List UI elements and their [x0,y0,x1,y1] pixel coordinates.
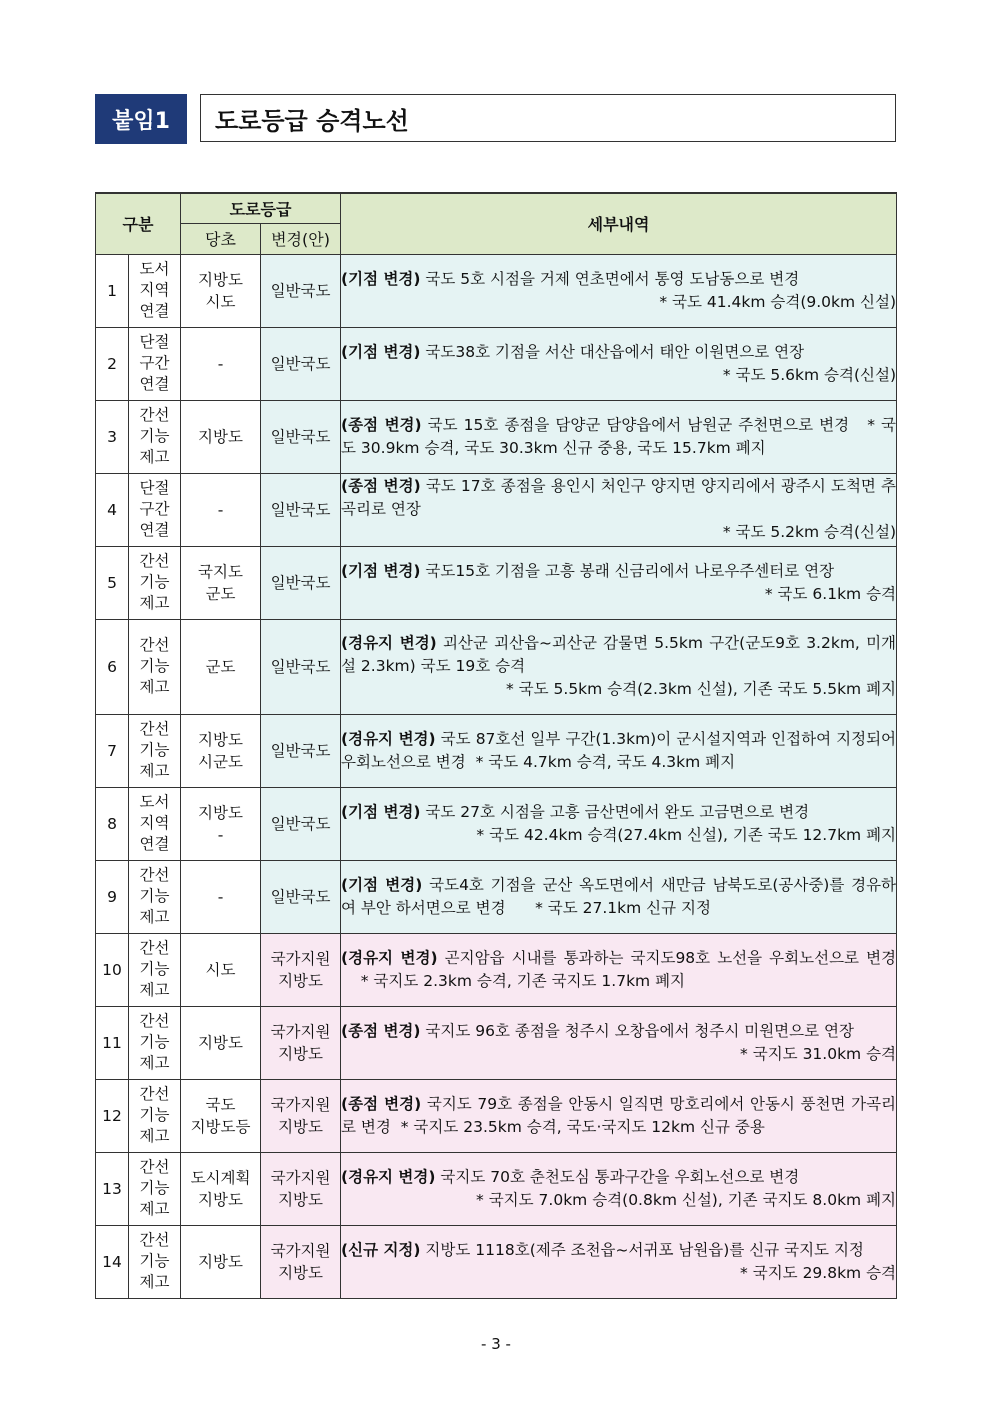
category-line: 제고 [139,1273,170,1291]
row-number: 3 [96,400,129,473]
category-cell [129,400,181,473]
category-line: 제고 [139,762,170,780]
category-line: 간선 [139,720,170,738]
detail-text: 국도38호 기점을 서산 대산읍에서 태안 이원면으로 연장 [420,342,805,361]
changed-grade-line: 일반국도 [270,427,331,446]
changed-grade-line: 국가지원 [270,1095,331,1114]
original-grade-line: - [217,825,224,844]
changed-grade-line: 일반국도 [270,814,331,833]
original-grade-line: 도시계획 [190,1168,251,1187]
header-road-grade: 도로등급 [181,193,341,223]
original-grade-line: 지방도 [198,803,243,822]
row-number: 1 [96,254,129,327]
detail-cell [341,860,897,933]
category-cell [129,933,181,1006]
detail-text: 국도 5호 시점을 거제 연초면에서 통영 도남동으로 변경 [420,269,800,288]
row-number: 5 [96,546,129,619]
changed-grade-line: 일반국도 [270,741,331,760]
category-cell [129,619,181,714]
changed-grade-line: 국가지원 [270,949,331,968]
changed-grade-cell [261,327,341,400]
category-line: 제고 [139,981,170,999]
category-cell [129,473,181,546]
detail-cell [341,1152,897,1225]
category-line: 구간 [139,500,170,518]
category-line: 단절 [139,479,170,497]
header-category: 구분 [96,193,181,254]
category-line: 단절 [139,333,170,351]
category-line: 기능 [139,573,170,591]
original-grade-line: 지방도 [198,1190,243,1209]
row-number: 4 [96,473,129,546]
original-grade-cell [181,787,261,860]
category-line: 기능 [139,1033,170,1051]
original-grade-line: - [217,354,224,373]
detail-note: * 국지도 31.0km 승격 [740,1044,897,1063]
category-line: 기능 [139,741,170,759]
category-line: 기능 [139,887,170,905]
original-grade-cell [181,714,261,787]
detail-cell [341,1006,897,1079]
category-line: 제고 [139,1200,170,1218]
detail-text: 국지도 96호 종점을 청주시 오창읍에서 청주시 미원면으로 연장 [420,1021,854,1040]
detail-lead: (신규 지정) [341,1240,421,1259]
category-line: 도서 [139,260,170,278]
category-line: 구간 [139,354,170,372]
category-line: 기능 [139,427,170,445]
detail-lead: (경유지 변경) [341,948,438,967]
category-cell [129,327,181,400]
detail-lead: (기점 변경) [341,561,421,580]
category-line: 간선 [139,552,170,570]
category-line: 연결 [139,375,170,393]
row-number: 9 [96,860,129,933]
detail-text: 국도15호 기점을 고흥 봉래 신금리에서 나로우주센터로 연장 [420,561,835,580]
detail-lead: (기점 변경) [341,875,423,894]
category-line: 연결 [139,302,170,320]
original-grade-cell [181,327,261,400]
detail-text: 국지도 79호 종점을 안동시 일직면 망호리에서 안동시 풍천면 가곡리로 변경 * 국지도 23.5km 승격, 국도·국지도 12km 신규 중용 [341,1094,897,1136]
detail-lead: (기점 변경) [341,269,421,288]
category-cell [129,1152,181,1225]
category-line: 간선 [139,866,170,884]
changed-grade-cell [261,1152,341,1225]
changed-grade-cell [261,933,341,1006]
changed-grade-line: 지방도 [278,1117,323,1136]
detail-cell [341,1079,897,1152]
detail-text: 국도 27호 시점을 고흥 금산면에서 완도 고금면으로 변경 [420,802,810,821]
table-row [96,473,897,546]
detail-cell [341,473,897,546]
detail-lead: (종점 변경) [341,1021,421,1040]
original-grade-line: 시도 [205,960,236,979]
original-grade-line: 지방도 [198,1033,243,1052]
detail-note: * 국지도 29.8km 승격 [740,1263,897,1282]
detail-text: 국도 17호 종점을 용인시 처인구 양지면 양지리에서 광주시 도척면 추곡리로 연장 [341,477,897,518]
detail-note: * 국지도 7.0km 승격(0.8km 신설), 기존 국지도 8.0km 폐지 [476,1190,897,1209]
table-row [96,714,897,787]
category-cell [129,1079,181,1152]
detail-lead: (종점 변경) [341,1094,422,1113]
changed-grade-cell [261,400,341,473]
category-line: 연결 [139,835,170,853]
detail-note: * 국도 6.1km 승격 [764,584,897,603]
detail-cell [341,1225,897,1298]
table-row [96,787,897,860]
detail-text: 국도 15호 종점을 담양군 담양읍에서 남원군 주천면으로 변경 * 국도 30.9km 승격, 국도 30.3km 신규 중용, 국도 15.7km 폐지 [341,415,897,457]
table-row [96,1079,897,1152]
changed-grade-cell [261,714,341,787]
detail-cell [341,546,897,619]
category-cell [129,1225,181,1298]
changed-grade-line: 지방도 [278,971,323,990]
category-line: 기능 [139,1252,170,1270]
category-line: 제고 [139,448,170,466]
detail-lead: (경유지 변경) [341,634,437,652]
category-line: 기능 [139,657,170,675]
table-row [96,1152,897,1225]
detail-lead: (경유지 변경) [341,729,436,748]
detail-text: 국지도 70호 춘천도심 통과구간을 우회노선으로 변경 [435,1167,800,1186]
original-grade-line: 국도 [205,1095,236,1114]
changed-grade-line: 지방도 [278,1190,323,1209]
table-row [96,327,897,400]
original-grade-line: 지방도 [198,270,243,289]
category-cell [129,546,181,619]
detail-note: * 국도 41.4km 승격(9.0km 신설) [659,292,897,311]
detail-note: * 국도 5.5km 승격(2.3km 신설), 기존 국도 5.5km 폐지 [505,680,897,698]
changed-grade-line: 지방도 [278,1263,323,1282]
original-grade-line: 지방도 [198,427,243,446]
category-line: 제고 [139,678,170,696]
category-line: 지역 [139,814,170,832]
category-line: 기능 [139,960,170,978]
changed-grade-line: 일반국도 [270,887,331,906]
detail-lead: (종점 변경) [341,415,422,434]
changed-grade-line: 국가지원 [270,1241,331,1260]
document-header [95,94,898,144]
detail-lead: (경유지 변경) [341,1167,436,1186]
category-line: 지역 [139,281,170,299]
detail-cell [341,714,897,787]
category-line: 도서 [139,793,170,811]
category-line: 간선 [139,1231,170,1249]
category-line: 간선 [139,939,170,957]
detail-text: 지방도 1118호(제주 조천읍~서귀포 남원읍)를 신규 국지도 지정 [420,1240,864,1259]
changed-grade-cell [261,254,341,327]
detail-text: 괴산군 괴산읍~괴산군 감물면 5.5km 구간(군도9호 3.2km, 미개설 2.3km) 국도 19호 승격 [341,634,897,675]
original-grade-line: 시도 [205,292,236,311]
table-row [96,546,897,619]
changed-grade-cell [261,1225,341,1298]
attachment-badge: 붙임1 [95,94,187,144]
road-grade-table [95,192,897,1299]
row-number: 14 [96,1225,129,1298]
original-grade-cell [181,473,261,546]
page-number: - 3 - [481,1335,511,1353]
changed-grade-cell [261,546,341,619]
category-line: 제고 [139,594,170,612]
row-number: 7 [96,714,129,787]
category-cell [129,1006,181,1079]
detail-lead: (종점 변경) [341,477,421,495]
changed-grade-line: 일반국도 [270,500,331,519]
original-grade-line: 국지도 [198,562,243,581]
table-row [96,933,897,1006]
original-grade-cell [181,860,261,933]
original-grade-cell [181,933,261,1006]
detail-text: 국도 87호선 일부 구간(1.3km)이 군시설지역과 인접하여 지정되어 우회노선으로 변경 * 국도 4.7km 승격, 국도 4.3km 폐지 [341,729,897,771]
row-number: 2 [96,327,129,400]
changed-grade-cell [261,860,341,933]
row-number: 11 [96,1006,129,1079]
changed-grade-line: 일반국도 [270,573,331,592]
original-grade-cell [181,619,261,714]
category-line: 제고 [139,908,170,926]
category-line: 간선 [139,406,170,424]
category-line: 간선 [139,1085,170,1103]
table-row [96,400,897,473]
category-cell [129,787,181,860]
row-number: 8 [96,787,129,860]
detail-cell [341,787,897,860]
detail-lead: (기점 변경) [341,802,421,821]
category-line: 기능 [139,1106,170,1124]
detail-note: * 국도 5.2km 승격(신설) [722,523,897,541]
table-row [96,619,897,714]
table-row [96,1225,897,1298]
original-grade-line: 지방도 [198,730,243,749]
category-line: 간선 [139,1012,170,1030]
original-grade-line: 군도 [205,584,236,603]
original-grade-line: - [217,887,224,906]
changed-grade-line: 일반국도 [270,354,331,373]
changed-grade-line: 지방도 [278,1044,323,1063]
table-row [96,1006,897,1079]
category-line: 연결 [139,521,170,539]
header-details: 세부내역 [341,193,897,254]
changed-grade-cell [261,1079,341,1152]
original-grade-line: - [217,500,224,519]
header-change: 변경(안) [261,223,341,254]
detail-note: * 국도 42.4km 승격(27.4km 신설), 기존 국도 12.7km 폐지 [476,825,897,844]
changed-grade-line: 일반국도 [270,657,331,676]
table-row [96,254,897,327]
original-grade-cell [181,1225,261,1298]
original-grade-line: 군도 [205,657,236,676]
category-line: 기능 [139,1179,170,1197]
category-line: 제고 [139,1127,170,1145]
original-grade-cell [181,254,261,327]
detail-text: 국도4호 기점을 군산 옥도면에서 새만금 남북도로(공사중)를 경유하여 부안 하서면으로 변경 * 국도 27.1km 신규 지정 [341,875,897,917]
original-grade-line: 지방도 [198,1252,243,1271]
detail-cell [341,254,897,327]
category-line: 제고 [139,1054,170,1072]
detail-lead: (기점 변경) [341,342,421,361]
category-cell [129,860,181,933]
changed-grade-line: 국가지원 [270,1022,331,1041]
changed-grade-cell [261,473,341,546]
row-number: 13 [96,1152,129,1225]
category-cell [129,254,181,327]
detail-cell [341,619,897,714]
original-grade-cell [181,1152,261,1225]
original-grade-line: 지방도등 [190,1117,251,1136]
detail-cell [341,327,897,400]
row-number: 12 [96,1079,129,1152]
table-row [96,860,897,933]
changed-grade-line: 국가지원 [270,1168,331,1187]
original-grade-cell [181,400,261,473]
header-original: 당초 [181,223,261,254]
changed-grade-cell [261,1006,341,1079]
original-grade-cell [181,1006,261,1079]
category-line: 간선 [139,636,170,654]
original-grade-cell [181,1079,261,1152]
document-title: 도로등급 승격노선 [200,94,896,142]
category-cell [129,714,181,787]
changed-grade-line: 일반국도 [270,281,331,300]
detail-note: * 국도 5.6km 승격(신설) [722,365,897,384]
row-number: 10 [96,933,129,1006]
detail-text: 곤지암읍 시내를 통과하는 국지도98호 노선을 우회노선으로 변경 * 국지도 2.3km 승격, 기존 국지도 1.7km 폐지 [341,948,897,990]
changed-grade-cell [261,619,341,714]
detail-cell [341,933,897,1006]
changed-grade-cell [261,787,341,860]
category-line: 간선 [139,1158,170,1176]
row-number: 6 [96,619,129,714]
detail-cell [341,400,897,473]
original-grade-cell [181,546,261,619]
original-grade-line: 시군도 [198,752,243,771]
